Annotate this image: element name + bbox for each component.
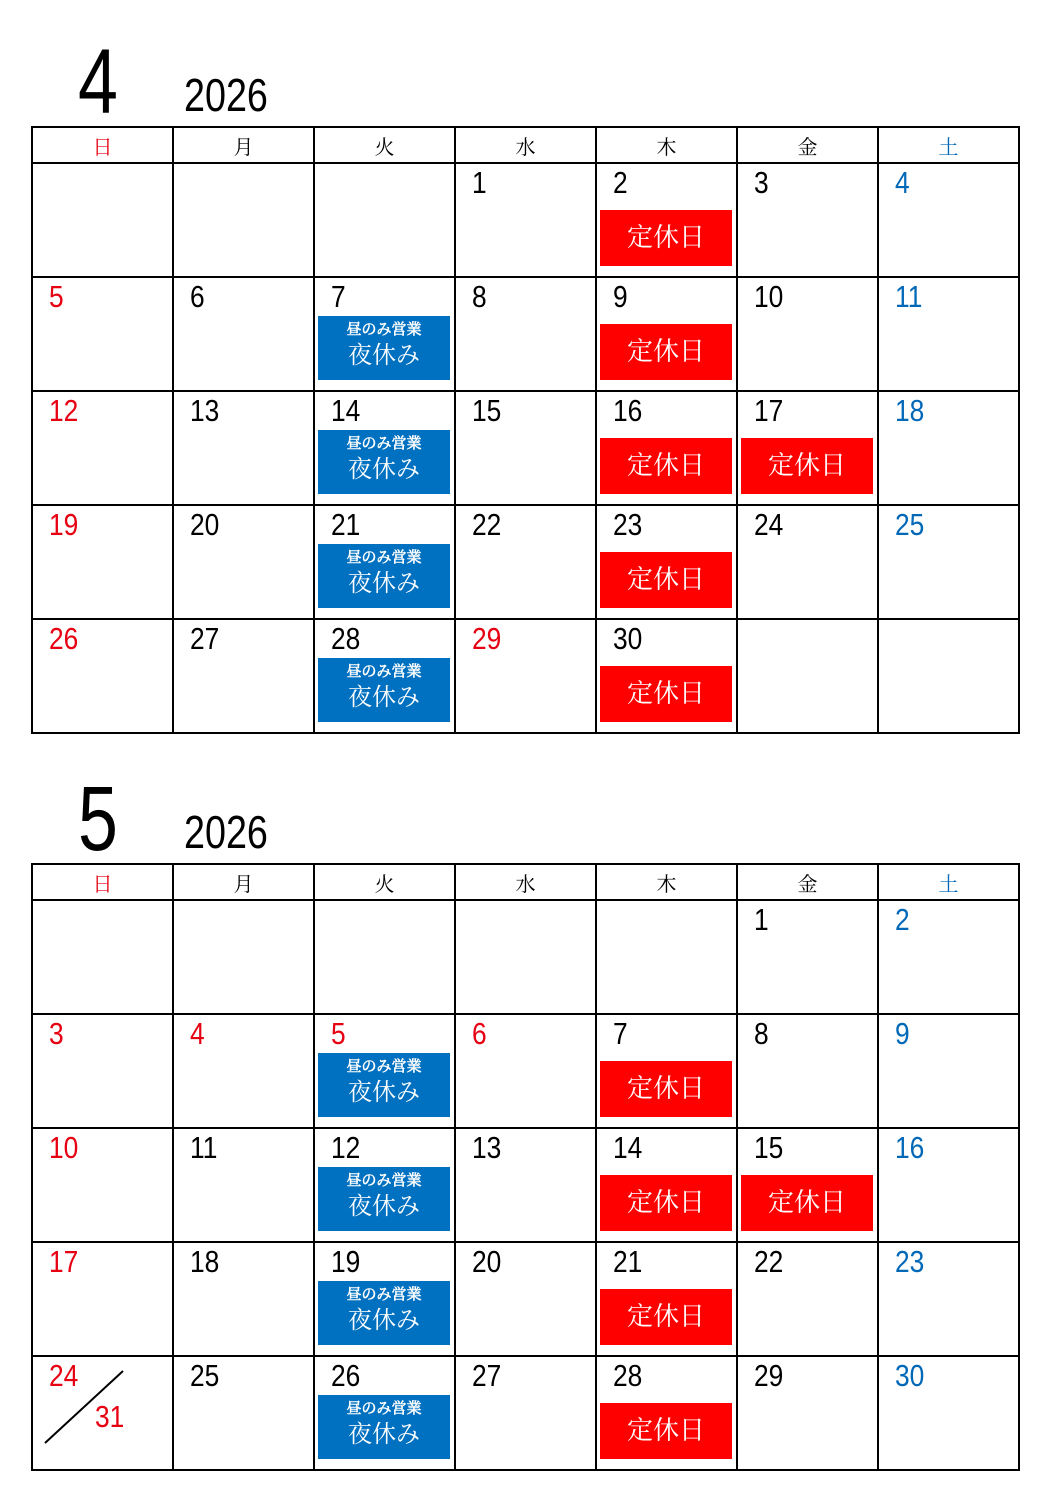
day-number: 9	[613, 279, 628, 314]
day-number: 2	[613, 165, 628, 200]
day-number: 25	[190, 1358, 220, 1393]
day-number: 24	[49, 1358, 79, 1393]
day-cell	[455, 1356, 596, 1470]
day-cell	[878, 277, 1019, 391]
date-divider-line	[43, 1367, 133, 1447]
weekday-header: 水	[455, 127, 596, 163]
closed-day-badge: 定休日	[741, 1175, 873, 1231]
day-number: 27	[190, 621, 220, 656]
day-number: 13	[190, 393, 220, 428]
closed-day-badge: 定休日	[600, 1175, 732, 1231]
day-cell	[737, 391, 878, 505]
week-row	[32, 1356, 1019, 1470]
closed-day-badge: 定休日	[600, 438, 732, 494]
day-cell	[596, 277, 737, 391]
day-cell	[455, 1128, 596, 1242]
day-number: 12	[331, 1130, 361, 1165]
day-cell	[737, 619, 878, 733]
day-number: 2	[895, 902, 910, 937]
lunch-only-badge	[318, 544, 450, 608]
night-off-label: 夜休み	[348, 455, 420, 483]
day-cell	[173, 1014, 314, 1128]
month-number: 5	[78, 768, 118, 870]
day-number: 25	[895, 507, 925, 542]
day-cell	[314, 1014, 455, 1128]
day-number: 17	[49, 1244, 79, 1279]
day-number: 30	[613, 621, 643, 656]
day-number: 16	[613, 393, 643, 428]
day-cell	[596, 391, 737, 505]
day-cell	[878, 505, 1019, 619]
night-off-label: 夜休み	[348, 1192, 420, 1220]
lunch-only-badge	[318, 658, 450, 722]
lunch-only-badge	[318, 1053, 450, 1117]
night-off-label: 夜休み	[348, 569, 420, 597]
day-cell	[32, 619, 173, 733]
day-cell	[173, 900, 314, 1014]
day-number: 8	[754, 1016, 769, 1051]
day-number: 3	[754, 165, 769, 200]
day-number: 16	[895, 1130, 925, 1165]
lunch-only-label: 昼のみ営業	[346, 434, 422, 452]
day-cell	[455, 619, 596, 733]
week-row	[32, 1128, 1019, 1242]
day-cell	[173, 391, 314, 505]
day-number: 26	[49, 621, 79, 656]
day-number: 1	[472, 165, 487, 200]
day-cell	[737, 900, 878, 1014]
day-cell	[455, 900, 596, 1014]
day-cell	[173, 1356, 314, 1470]
weekday-header-row	[32, 864, 1019, 900]
day-cell	[455, 277, 596, 391]
week-row	[32, 505, 1019, 619]
month-block	[0, 737, 1058, 1477]
lunch-only-label: 昼のみ営業	[346, 320, 422, 338]
day-number: 7	[331, 279, 346, 314]
day-cell	[314, 900, 455, 1014]
day-number: 23	[613, 507, 643, 542]
weekday-header-row	[32, 127, 1019, 163]
day-number: 1	[754, 902, 769, 937]
year-label: 2026	[184, 69, 268, 121]
day-cell	[32, 1014, 173, 1128]
lunch-only-label: 昼のみ営業	[346, 1171, 422, 1189]
day-cell	[173, 277, 314, 391]
weekday-header: 月	[173, 127, 314, 163]
day-cell	[737, 1128, 878, 1242]
day-cell	[173, 619, 314, 733]
day-number: 6	[472, 1016, 487, 1051]
calendar-grid	[31, 126, 1020, 734]
week-row	[32, 391, 1019, 505]
day-number: 29	[472, 621, 502, 656]
day-number: 20	[190, 507, 220, 542]
day-cell	[32, 1242, 173, 1356]
day-number: 3	[49, 1016, 64, 1051]
day-cell	[455, 391, 596, 505]
day-cell	[596, 1242, 737, 1356]
day-cell	[455, 1014, 596, 1128]
weekday-header: 金	[737, 127, 878, 163]
year-label: 2026	[184, 806, 268, 858]
day-number: 13	[472, 1130, 502, 1165]
day-cell	[737, 1014, 878, 1128]
day-number: 27	[472, 1358, 502, 1393]
day-number: 5	[49, 279, 64, 314]
day-number: 22	[754, 1244, 784, 1279]
week-row	[32, 900, 1019, 1014]
lunch-only-label: 昼のみ営業	[346, 662, 422, 680]
day-number: 15	[754, 1130, 784, 1165]
weekday-header: 日	[32, 864, 173, 900]
day-cell	[737, 1356, 878, 1470]
day-cell	[173, 1128, 314, 1242]
day-cell	[314, 277, 455, 391]
closed-day-badge: 定休日	[600, 210, 732, 266]
day-cell	[596, 619, 737, 733]
day-number: 12	[49, 393, 79, 428]
day-number: 11	[190, 1130, 218, 1165]
day-number: 14	[613, 1130, 643, 1165]
day-cell	[314, 163, 455, 277]
week-row	[32, 619, 1019, 733]
day-cell	[32, 277, 173, 391]
day-cell	[455, 1242, 596, 1356]
day-number: 4	[190, 1016, 205, 1051]
lunch-only-badge	[318, 1395, 450, 1459]
day-cell	[737, 277, 878, 391]
day-cell	[314, 1128, 455, 1242]
day-cell	[596, 163, 737, 277]
day-number: 10	[754, 279, 784, 314]
day-cell	[455, 505, 596, 619]
night-off-label: 夜休み	[348, 1306, 420, 1334]
day-number: 19	[331, 1244, 361, 1279]
day-cell	[878, 1014, 1019, 1128]
day-number: 8	[472, 279, 487, 314]
day-number: 22	[472, 507, 502, 542]
week-row	[32, 1014, 1019, 1128]
day-cell	[32, 391, 173, 505]
day-cell	[32, 900, 173, 1014]
day-cell	[596, 1356, 737, 1470]
closed-day-badge: 定休日	[600, 666, 732, 722]
day-cell	[737, 505, 878, 619]
day-cell	[173, 163, 314, 277]
weekday-header: 日	[32, 127, 173, 163]
day-number: 21	[613, 1244, 643, 1279]
lunch-only-label: 昼のみ営業	[346, 1285, 422, 1303]
day-cell	[737, 163, 878, 277]
lunch-only-badge	[318, 1281, 450, 1345]
night-off-label: 夜休み	[348, 683, 420, 711]
day-cell	[455, 163, 596, 277]
day-number: 26	[331, 1358, 361, 1393]
day-number: 4	[895, 165, 910, 200]
weekday-header: 金	[737, 864, 878, 900]
closed-day-badge: 定休日	[741, 438, 873, 494]
day-number: 9	[895, 1016, 910, 1051]
day-number: 17	[754, 393, 784, 428]
day-number: 24	[754, 507, 784, 542]
day-number: 6	[190, 279, 205, 314]
weekday-header: 木	[596, 864, 737, 900]
day-cell	[314, 391, 455, 505]
week-row	[32, 277, 1019, 391]
lunch-only-badge	[318, 1167, 450, 1231]
day-number: 30	[895, 1358, 925, 1393]
day-cell	[878, 900, 1019, 1014]
day-cell	[596, 1128, 737, 1242]
day-cell	[32, 1356, 173, 1470]
day-cell	[173, 505, 314, 619]
weekday-header: 土	[878, 127, 1019, 163]
day-cell	[878, 1356, 1019, 1470]
closed-day-badge: 定休日	[600, 1061, 732, 1117]
day-cell	[32, 1128, 173, 1242]
lunch-only-badge	[318, 430, 450, 494]
day-number: 31	[95, 1399, 125, 1434]
day-number: 18	[190, 1244, 220, 1279]
day-number: 29	[754, 1358, 784, 1393]
weekday-header: 火	[314, 864, 455, 900]
day-cell	[878, 619, 1019, 733]
weekday-header: 木	[596, 127, 737, 163]
day-number: 10	[49, 1130, 79, 1165]
lunch-only-label: 昼のみ営業	[346, 548, 422, 566]
day-number: 14	[331, 393, 361, 428]
night-off-label: 夜休み	[348, 341, 420, 369]
week-row	[32, 1242, 1019, 1356]
day-number: 18	[895, 393, 925, 428]
closed-day-badge: 定休日	[600, 324, 732, 380]
day-cell	[314, 1356, 455, 1470]
day-cell	[314, 505, 455, 619]
closed-day-badge: 定休日	[600, 552, 732, 608]
lunch-only-badge	[318, 316, 450, 380]
day-cell	[596, 505, 737, 619]
day-number: 15	[472, 393, 502, 428]
day-cell	[32, 505, 173, 619]
day-number: 7	[613, 1016, 628, 1051]
day-number: 19	[49, 507, 79, 542]
day-cell	[173, 1242, 314, 1356]
night-off-label: 夜休み	[348, 1078, 420, 1106]
day-number: 11	[895, 279, 923, 314]
day-cell	[878, 1242, 1019, 1356]
day-cell	[737, 1242, 878, 1356]
day-cell	[32, 163, 173, 277]
lunch-only-label: 昼のみ営業	[346, 1057, 422, 1075]
weekday-header: 水	[455, 864, 596, 900]
day-cell	[596, 1014, 737, 1128]
day-number: 28	[613, 1358, 643, 1393]
weekday-header: 月	[173, 864, 314, 900]
day-number: 28	[331, 621, 361, 656]
day-number: 20	[472, 1244, 502, 1279]
day-cell	[878, 163, 1019, 277]
day-number: 5	[331, 1016, 346, 1051]
day-cell	[596, 900, 737, 1014]
week-row	[32, 163, 1019, 277]
closed-day-badge: 定休日	[600, 1289, 732, 1345]
night-off-label: 夜休み	[348, 1420, 420, 1448]
lunch-only-label: 昼のみ営業	[346, 1399, 422, 1417]
month-number: 4	[78, 31, 118, 133]
day-cell	[878, 1128, 1019, 1242]
weekday-header: 土	[878, 864, 1019, 900]
closed-day-badge: 定休日	[600, 1403, 732, 1459]
day-cell	[314, 619, 455, 733]
month-block	[0, 0, 1058, 740]
day-cell	[878, 391, 1019, 505]
weekday-header: 火	[314, 127, 455, 163]
day-number: 23	[895, 1244, 925, 1279]
day-cell	[314, 1242, 455, 1356]
calendar-grid	[31, 863, 1020, 1471]
day-number: 21	[331, 507, 361, 542]
